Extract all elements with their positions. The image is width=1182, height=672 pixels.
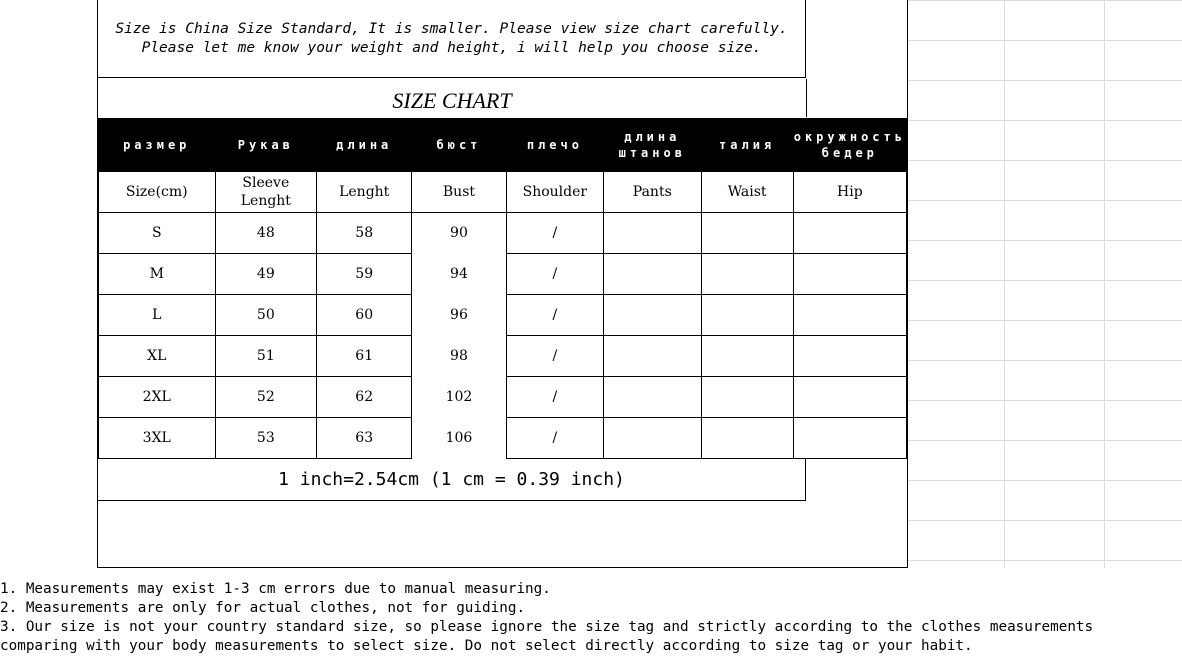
header-row-english bbox=[99, 172, 907, 213]
table-cell: / bbox=[506, 254, 603, 295]
table-cell bbox=[701, 418, 793, 459]
table-cell: 50 bbox=[215, 295, 317, 336]
table-cell: 60 bbox=[317, 295, 412, 336]
header-en-cell: Size(cm) bbox=[99, 172, 216, 213]
notice-line-2: Please let me know your weight and height, i will help you choose size. bbox=[141, 40, 762, 56]
header-row-russian bbox=[99, 119, 907, 172]
table-cell: / bbox=[506, 418, 603, 459]
table-cell: 98 bbox=[412, 336, 506, 377]
header-en-cell: Hip bbox=[793, 172, 906, 213]
header-ru-cell: бюст bbox=[412, 119, 506, 172]
table-cell: 2XL bbox=[99, 377, 216, 418]
table-cell bbox=[604, 336, 701, 377]
table-cell: XL bbox=[99, 336, 216, 377]
header-en-cell: Pants bbox=[604, 172, 701, 213]
table-cell bbox=[793, 336, 906, 377]
notice-line-1: Size is China Size Standard, It is smaller. Please view size chart carefully. bbox=[115, 21, 788, 37]
table-cell: 106 bbox=[412, 418, 506, 459]
header-en-cell: Lenght bbox=[317, 172, 412, 213]
header-ru-cell: длина штанов bbox=[604, 119, 701, 172]
table-row bbox=[99, 254, 907, 295]
chart-title: SIZE CHART bbox=[98, 79, 807, 117]
table-row bbox=[99, 213, 907, 254]
table-cell: / bbox=[506, 213, 603, 254]
spreadsheet-grid-background bbox=[906, 0, 1182, 568]
table-cell: / bbox=[506, 336, 603, 377]
table-cell: M bbox=[99, 254, 216, 295]
header-ru-cell: длина bbox=[317, 119, 412, 172]
table-cell: / bbox=[506, 295, 603, 336]
table-cell bbox=[604, 254, 701, 295]
table-cell bbox=[604, 418, 701, 459]
table-cell: 49 bbox=[215, 254, 317, 295]
table-cell: 51 bbox=[215, 336, 317, 377]
table-cell bbox=[793, 213, 906, 254]
table-cell bbox=[701, 213, 793, 254]
table-cell bbox=[793, 418, 906, 459]
table-cell: 52 bbox=[215, 377, 317, 418]
table-cell: 63 bbox=[317, 418, 412, 459]
table-cell: 102 bbox=[412, 377, 506, 418]
header-en-cell: Waist bbox=[701, 172, 793, 213]
header-ru-cell: размер bbox=[99, 119, 216, 172]
table-cell: 61 bbox=[317, 336, 412, 377]
table-cell bbox=[793, 254, 906, 295]
header-ru-cell: плечо bbox=[506, 119, 603, 172]
table-row bbox=[99, 336, 907, 377]
header-ru-cell: окружность бедер bbox=[793, 119, 906, 172]
table-cell: 53 bbox=[215, 418, 317, 459]
table-cell bbox=[701, 295, 793, 336]
table-cell: S bbox=[99, 213, 216, 254]
table-cell: 62 bbox=[317, 377, 412, 418]
table-cell bbox=[793, 295, 906, 336]
table-row bbox=[99, 418, 907, 459]
size-table bbox=[98, 118, 907, 459]
footnote-2: 2. Measurements are only for actual clothes, not for guiding. bbox=[0, 600, 526, 616]
table-row bbox=[99, 377, 907, 418]
footnote-3: 3. Our size is not your country standard size, so please ignore the size tag and strictly according to the clothes measurements bbox=[0, 619, 1094, 635]
footnote-1: 1. Measurements may exist 1-3 cm errors due to manual measuring. bbox=[0, 581, 551, 597]
size-chart-sheet bbox=[97, 0, 908, 568]
table-cell bbox=[701, 254, 793, 295]
table-row bbox=[99, 295, 907, 336]
unit-conversion: 1 inch=2.54cm (1 cm = 0.39 inch) bbox=[98, 458, 806, 501]
table-cell bbox=[604, 377, 701, 418]
table-cell bbox=[701, 336, 793, 377]
table-cell: 58 bbox=[317, 213, 412, 254]
header-en-cell: Sleeve Lenght bbox=[215, 172, 317, 213]
table-cell: L bbox=[99, 295, 216, 336]
table-cell: 48 bbox=[215, 213, 317, 254]
table-cell: 59 bbox=[317, 254, 412, 295]
table-cell: 3XL bbox=[99, 418, 216, 459]
header-ru-cell: талия bbox=[701, 119, 793, 172]
table-cell bbox=[793, 377, 906, 418]
footnote-3-continued: comparing with your body measurements to select size. Do not select directly according to size tag or your habit. bbox=[0, 638, 973, 654]
table-cell bbox=[701, 377, 793, 418]
header-en-cell: Shoulder bbox=[506, 172, 603, 213]
size-notice bbox=[98, 0, 806, 78]
table-cell: 94 bbox=[412, 254, 506, 295]
table-cell: 96 bbox=[412, 295, 506, 336]
header-ru-cell: Рукав bbox=[215, 119, 317, 172]
header-en-cell: Bust bbox=[412, 172, 506, 213]
table-cell bbox=[604, 295, 701, 336]
table-cell: 90 bbox=[412, 213, 506, 254]
footnotes bbox=[0, 580, 1182, 656]
table-cell: / bbox=[506, 377, 603, 418]
table-cell bbox=[604, 213, 701, 254]
